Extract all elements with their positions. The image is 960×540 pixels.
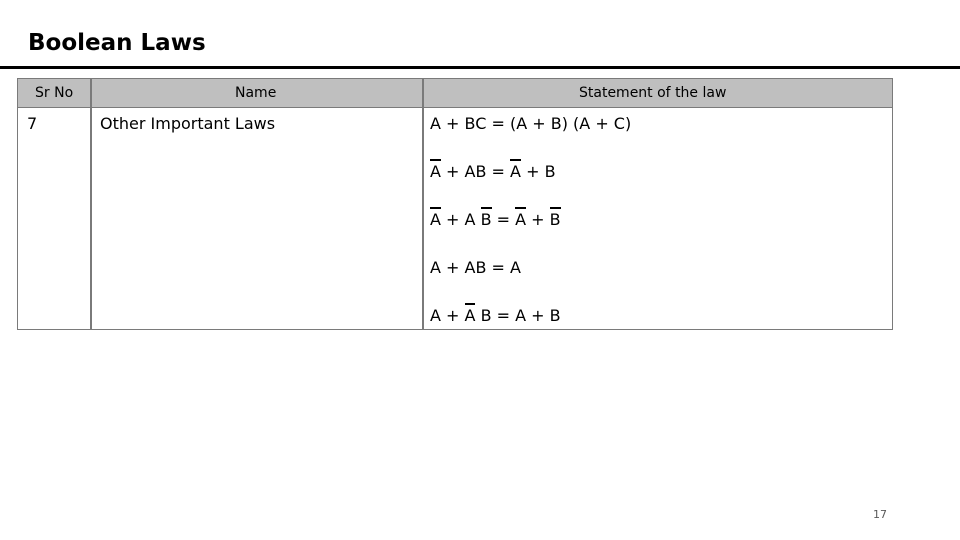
column-divider-1 (90, 79, 92, 329)
law-statement-1: A + BC = (A + B) (A + C) (430, 114, 632, 133)
slide-title: Boolean Laws (28, 30, 206, 56)
law-statement-2: A + AB = A + B (430, 162, 556, 182)
law-statement-3: A + A B = A + B (430, 210, 561, 230)
law-statement-5: A + A B = A + B (430, 306, 561, 326)
cell-sr-no: 7 (27, 114, 38, 133)
title-underline (0, 66, 960, 69)
header-statement: Statement of the law (579, 85, 727, 101)
header-sr-no: Sr No (35, 85, 74, 101)
page-number: 17 (873, 508, 887, 521)
law-statement-4: A + AB = A (430, 258, 521, 277)
header-name: Name (235, 85, 277, 101)
cell-law-name: Other Important Laws (100, 114, 276, 133)
column-divider-2 (422, 79, 424, 329)
laws-table (17, 78, 893, 330)
table-header-row (18, 79, 892, 108)
